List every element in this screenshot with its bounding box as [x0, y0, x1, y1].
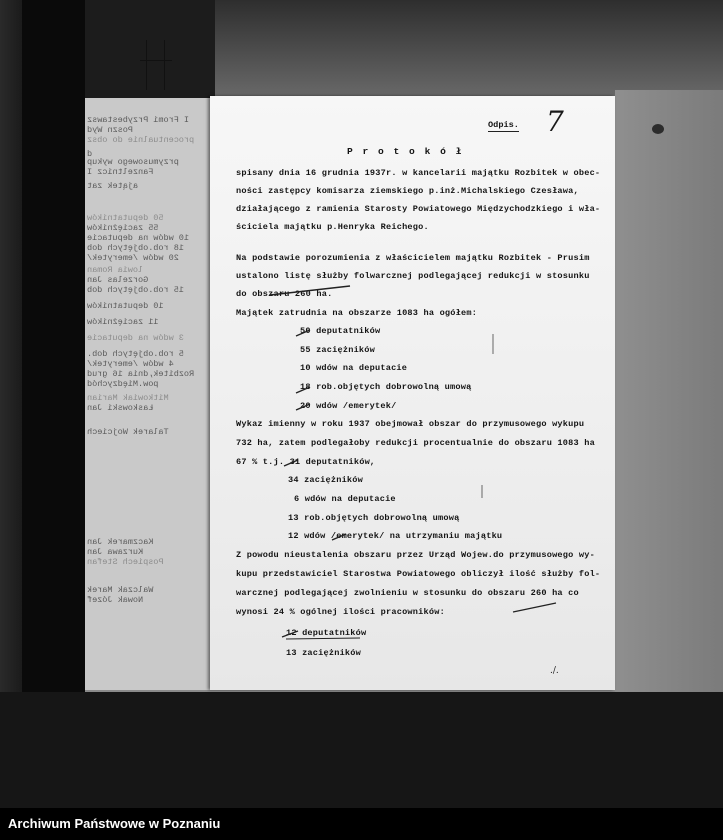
document-page	[210, 96, 615, 690]
list-item: 18 rob.objętych dobrowolną umową	[300, 382, 472, 392]
bleed-through-line: Mitkowiak Marian	[87, 394, 169, 403]
text-line: ności zastępcy komisarza ziemskiego p.inż.Michalskiego Czesława,	[236, 186, 579, 196]
backing-board-right	[615, 90, 723, 700]
bleed-through-line: Talarek Wojciech	[87, 428, 169, 437]
bleed-through-line: przymusowego wykup	[87, 158, 179, 167]
board-mark	[164, 40, 165, 90]
text-line: wynosi 24 % ogólnej ilości pracowników:	[236, 607, 445, 617]
bleed-through-line: I Fromi Przybestawsz	[87, 116, 190, 125]
bleed-through-line: 50 deputatników	[87, 214, 164, 223]
text-line: 67 % t.j. 31 deputatników,	[236, 457, 376, 467]
back-page	[85, 98, 215, 690]
bleed-through-line: ajątek zat	[87, 182, 139, 191]
bleed-through-line: Gorzelas Jan	[87, 276, 149, 285]
text-line: Na podstawie porozumienia z właścicielem majątku Rozbitek - Prusim	[236, 253, 590, 263]
bleed-through-line: 15 rob.objętych dob	[87, 286, 184, 295]
bleed-through-line: 55 zaciężników	[87, 224, 159, 233]
bleed-through-line: Rozbitek,dnia 16 grud	[87, 370, 195, 379]
board-spot	[652, 124, 664, 134]
pencil-underline-mark	[513, 603, 556, 612]
board-mark	[140, 60, 172, 61]
bleed-through-line: 11 zaciężników	[87, 318, 159, 327]
bleed-through-line: 10 wdów na deputacie	[87, 234, 190, 243]
archive-caption-bar	[0, 808, 723, 840]
text-line: spisany dnia 16 grudnia 1937r. w kancelarii majątku Rozbitek w obec-	[236, 168, 601, 178]
bottom-shadow	[0, 692, 723, 808]
text-line: Majątek zatrudnia na obszarze 1083 ha ogółem:	[236, 308, 478, 318]
bleed-through-line: lowia Roman	[87, 266, 144, 275]
list-item: 12 deputatników	[286, 628, 367, 638]
end-mark: ./.	[550, 666, 559, 676]
text-line: warcznej podlegającej zwolnieniu w stosunku do obszaru 260 ha co	[236, 588, 579, 598]
bleed-through-line: Kurzawa Jan	[87, 548, 144, 557]
bleed-through-line: 18 rob.objętych dob	[87, 244, 184, 253]
bleed-through-line: Pospiech Stefan	[87, 558, 164, 567]
backing-board-top	[210, 0, 723, 100]
bleed-through-line: Kaczmarek Jan	[87, 538, 154, 547]
list-item: 50 deputatników	[300, 326, 381, 336]
text-line: Wykaz imienny w roku 1937 obejmował obszar do przymusowego wykupu	[236, 419, 585, 429]
bleed-through-line: pow.Międzychód	[87, 380, 159, 389]
bleed-through-line: procentualnie do obsz	[87, 136, 195, 145]
document-title: P r o t o k ó ł	[347, 146, 464, 157]
bleed-through-line: 10 deputatników	[87, 302, 164, 311]
text-line: działającego z ramienia Starosty Powiatowego Międzychodzkiego i wła-	[236, 204, 601, 214]
list-item: 13 zaciężników	[286, 648, 361, 658]
pencil-underline-mark	[286, 638, 360, 639]
text-line: ustalono listę służby folwarcznej podlegającej redukcji w stosunku	[236, 271, 590, 281]
bleed-through-line: Łaskowski Jan	[87, 404, 154, 413]
bleed-through-line: 4 wdów /emerytek/	[87, 360, 174, 369]
text-line: do obszaru 260 ha.	[236, 289, 333, 299]
bleed-through-line: Fanzeltnicz I	[87, 168, 154, 177]
archive-caption: Archiwum Państwowe w Poznaniu	[8, 816, 221, 831]
board-mark	[146, 40, 147, 90]
bleed-through-line: Nowak Józef	[87, 596, 144, 605]
bleed-through-line: Walczak Marek	[87, 586, 154, 595]
text-line: ściciela majątku p.Henryka Reichego.	[236, 222, 429, 232]
page-number: 7	[546, 105, 564, 138]
list-item: 12 wdów /emerytek/ na utrzymaniu majątku	[288, 531, 503, 541]
list-item: 6 wdów na deputacie	[294, 494, 396, 504]
text-line: kupu przedstawiciel Starostwa Powiatowego obliczył ilość służby fol-	[236, 569, 601, 579]
list-item: 34 zaciężników	[288, 475, 363, 485]
backing-board-shadow	[85, 0, 215, 100]
text-line: Z powodu nieustalenia obszaru przez Urząd Wojew.do przymusowego wy-	[236, 550, 595, 560]
list-item: 13 rob.objętych dobrowolną umową	[288, 513, 460, 523]
odpis-label: Odpis.	[488, 120, 519, 130]
bleed-through-line: 3 wdów na deputacie	[87, 334, 184, 343]
bleed-through-line: d	[87, 150, 93, 159]
list-item: 10 wdów na deputacie	[300, 363, 408, 373]
film-edge	[0, 0, 22, 808]
list-item: 55 zaciężników	[300, 345, 375, 355]
bleed-through-line: 5 rob.objętych dob.	[87, 350, 184, 359]
bleed-through-line: 20 wdów /emerytek/	[87, 254, 179, 263]
list-item: 20 wdów /emerytek/	[300, 401, 397, 411]
bleed-through-line: Poszn Wyd	[87, 126, 133, 135]
text-line: 732 ha, zatem podlegałoby redukcji procentualnie do obszaru 1083 ha	[236, 438, 595, 448]
